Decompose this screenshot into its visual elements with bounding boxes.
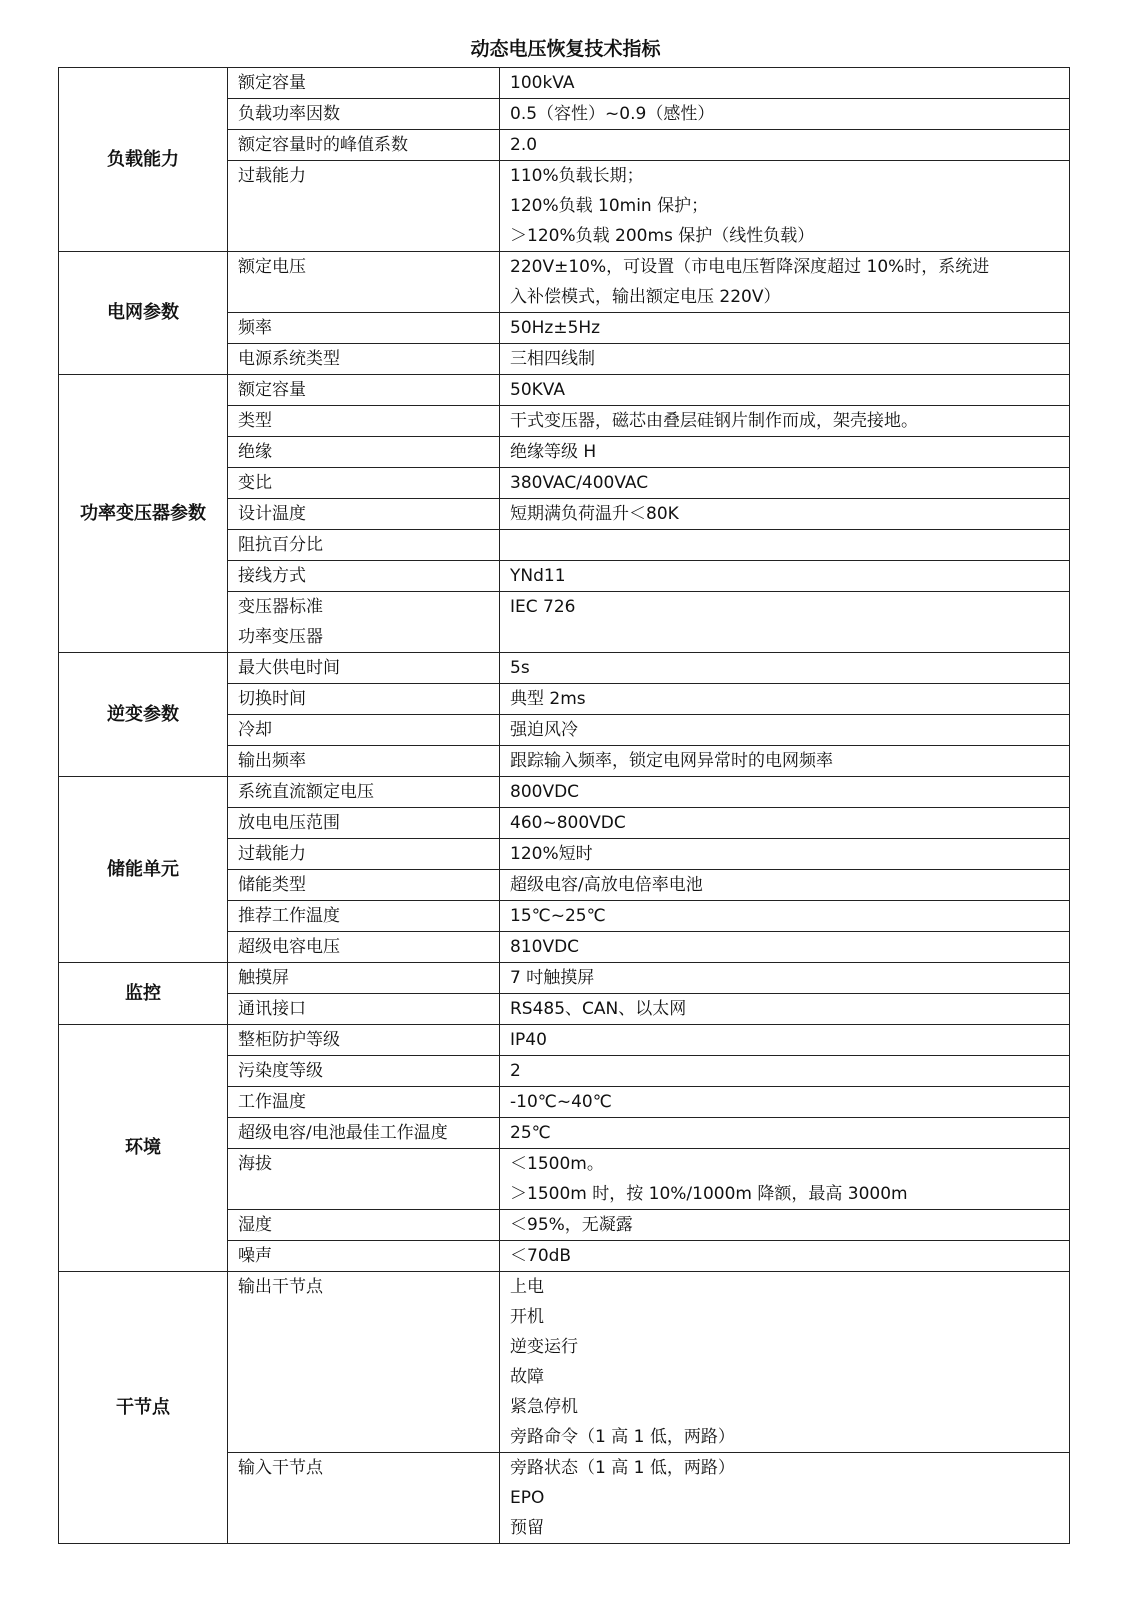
- parameter-label: 冷却: [238, 720, 272, 740]
- parameter-label: 接线方式: [238, 566, 306, 586]
- parameter-cell: [228, 468, 500, 499]
- table-row: [59, 653, 1070, 684]
- parameter-cell: [228, 161, 500, 252]
- value-cell: [500, 1210, 1070, 1241]
- value-cell: [500, 901, 1070, 932]
- parameter-cell: [228, 1087, 500, 1118]
- parameter-label: 输出频率: [238, 751, 306, 771]
- value-text: 强迫风冷: [510, 720, 578, 740]
- parameter-label: 频率: [238, 318, 272, 338]
- parameter-cell: [228, 437, 500, 468]
- value-cell: [500, 437, 1070, 468]
- parameter-label: 额定电压: [238, 257, 306, 277]
- parameter-cell: [228, 746, 500, 777]
- value-cell: [500, 1272, 1070, 1453]
- parameter-cell: [228, 99, 500, 130]
- value-cell: [500, 994, 1070, 1025]
- parameter-label: 变比: [238, 473, 272, 493]
- parameter-label: 绝缘: [238, 442, 272, 462]
- value-text: 25℃: [510, 1123, 551, 1143]
- value-cell: [500, 1118, 1070, 1149]
- value-cell: [500, 1149, 1070, 1210]
- parameter-label: 噪声: [238, 1246, 272, 1266]
- parameter-cell: [228, 1056, 500, 1087]
- parameter-cell: [228, 530, 500, 561]
- parameter-cell: [228, 592, 500, 653]
- value-text: 上电: [510, 1277, 544, 1297]
- parameter-cell: [228, 839, 500, 870]
- value-text: 15℃~25℃: [510, 906, 606, 926]
- parameter-label: 电源系统类型: [238, 349, 340, 369]
- parameter-label: 输入干节点: [238, 1458, 323, 1478]
- parameter-cell: [228, 130, 500, 161]
- parameter-cell: [228, 1149, 500, 1210]
- parameter-cell: [228, 499, 500, 530]
- value-text: 干式变压器，磁芯由叠层硅钢片制作而成，架壳接地。: [510, 411, 918, 431]
- parameter-label: 整柜防护等级: [238, 1030, 340, 1050]
- parameter-label: 超级电容电压: [238, 937, 340, 957]
- table-row: [59, 963, 1070, 994]
- parameter-label: 额定容量时的峰值系数: [238, 135, 408, 155]
- value-text: 800VDC: [510, 782, 580, 802]
- parameter-label: 污染度等级: [238, 1061, 323, 1081]
- parameter-cell: [228, 653, 500, 684]
- parameter-label: 切换时间: [238, 689, 306, 709]
- category-cell: 储能单元: [59, 777, 228, 963]
- value-text: ＜95%，无凝露: [510, 1215, 633, 1235]
- value-text: 380VAC/400VAC: [510, 473, 649, 493]
- value-text: ＞1500m 时，按 10%/1000m 降额，最高 3000m: [510, 1184, 908, 1204]
- parameter-label: 负载功率因数: [238, 104, 340, 124]
- value-cell: [500, 684, 1070, 715]
- value-cell: [500, 1025, 1070, 1056]
- value-cell: [500, 252, 1070, 313]
- parameter-label: 最大供电时间: [238, 658, 340, 678]
- parameter-cell: [228, 870, 500, 901]
- value-text: 460~800VDC: [510, 813, 626, 833]
- value-text: 5s: [510, 658, 530, 678]
- value-text: 810VDC: [510, 937, 580, 957]
- parameter-label: 输出干节点: [238, 1277, 323, 1297]
- parameter-label: 储能类型: [238, 875, 306, 895]
- value-text: 开机: [510, 1307, 544, 1327]
- value-cell: [500, 746, 1070, 777]
- category-cell: 干节点: [59, 1272, 228, 1544]
- parameter-cell: [228, 963, 500, 994]
- value-text: 三相四线制: [510, 349, 595, 369]
- parameter-cell: [228, 68, 500, 99]
- parameter-label: 通讯接口: [238, 999, 306, 1019]
- parameter-label: 类型: [238, 411, 272, 431]
- value-text: ＜1500m。: [510, 1154, 604, 1174]
- value-text: 100kVA: [510, 73, 575, 93]
- parameter-cell: [228, 1241, 500, 1272]
- table-row: [59, 1025, 1070, 1056]
- value-text: 故障: [510, 1367, 544, 1387]
- value-text: ＞120%负载 200ms 保护（线性负载）: [510, 226, 815, 246]
- value-cell: [500, 839, 1070, 870]
- value-cell: [500, 715, 1070, 746]
- parameter-label: 系统直流额定电压: [238, 782, 374, 802]
- value-cell: [500, 406, 1070, 437]
- parameter-label: 功率变压器: [238, 627, 323, 647]
- value-text: 120%短时: [510, 844, 593, 864]
- parameter-label: 变压器标准: [238, 597, 323, 617]
- value-cell: [500, 68, 1070, 99]
- spec-table: [58, 67, 1070, 1544]
- value-text: YNd11: [510, 566, 566, 586]
- parameter-label: 过载能力: [238, 166, 306, 186]
- value-text: 220V±10%，可设置（市电电压暂降深度超过 10%时，系统进: [510, 257, 990, 277]
- value-cell: [500, 870, 1070, 901]
- parameter-label: 设计温度: [238, 504, 306, 524]
- parameter-cell: [228, 994, 500, 1025]
- value-text: 典型 2ms: [510, 689, 586, 709]
- value-text: 7 吋触摸屏: [510, 968, 595, 988]
- value-cell: [500, 375, 1070, 406]
- value-text: 跟踪输入频率，锁定电网异常时的电网频率: [510, 751, 833, 771]
- value-text: 110%负载长期；: [510, 166, 644, 186]
- parameter-cell: [228, 375, 500, 406]
- spec-table-body: [59, 68, 1070, 1544]
- value-cell: [500, 468, 1070, 499]
- value-text: IEC 726: [510, 597, 576, 617]
- value-cell: [500, 313, 1070, 344]
- value-cell: [500, 561, 1070, 592]
- category-cell: 负载能力: [59, 68, 228, 252]
- value-cell: [500, 653, 1070, 684]
- value-cell: [500, 1453, 1070, 1544]
- parameter-cell: [228, 252, 500, 313]
- value-text: 紧急停机: [510, 1397, 578, 1417]
- parameter-label: 推荐工作温度: [238, 906, 340, 926]
- parameter-cell: [228, 561, 500, 592]
- parameter-cell: [228, 406, 500, 437]
- value-text: 绝缘等级 H: [510, 442, 597, 462]
- table-row: [59, 777, 1070, 808]
- parameter-label: 湿度: [238, 1215, 272, 1235]
- parameter-label: 额定容量: [238, 380, 306, 400]
- parameter-cell: [228, 808, 500, 839]
- table-row: [59, 1272, 1070, 1453]
- parameter-cell: [228, 777, 500, 808]
- category-cell: 环境: [59, 1025, 228, 1272]
- parameter-cell: [228, 1453, 500, 1544]
- page-title: 动态电压恢复技术指标: [470, 38, 661, 60]
- value-cell: [500, 161, 1070, 252]
- value-text: -10℃~40℃: [510, 1092, 612, 1112]
- value-cell: [500, 932, 1070, 963]
- parameter-cell: [228, 344, 500, 375]
- parameter-cell: [228, 1272, 500, 1453]
- table-row: [59, 68, 1070, 99]
- value-cell: [500, 1056, 1070, 1087]
- parameter-cell: [228, 715, 500, 746]
- value-text: 旁路状态（1 高 1 低，两路）: [510, 1458, 735, 1478]
- parameter-cell: [228, 901, 500, 932]
- category-cell: 监控: [59, 963, 228, 1025]
- parameter-label: 触摸屏: [238, 968, 289, 988]
- parameter-label: 海拔: [238, 1154, 272, 1174]
- value-cell: [500, 1087, 1070, 1118]
- value-cell: [500, 344, 1070, 375]
- category-cell: 电网参数: [59, 252, 228, 375]
- value-text: IP40: [510, 1030, 547, 1050]
- value-text: 0.5（容性）~0.9（感性）: [510, 104, 715, 124]
- parameter-cell: [228, 1118, 500, 1149]
- value-text: 逆变运行: [510, 1337, 578, 1357]
- value-text: 短期满负荷温升＜80K: [510, 504, 679, 524]
- value-text: 50Hz±5Hz: [510, 318, 601, 338]
- value-cell: [500, 592, 1070, 653]
- table-row: [59, 252, 1070, 313]
- value-text: 预留: [510, 1518, 544, 1538]
- parameter-label: 放电电压范围: [238, 813, 340, 833]
- value-cell: [500, 99, 1070, 130]
- parameter-cell: [228, 1025, 500, 1056]
- parameter-cell: [228, 684, 500, 715]
- parameter-label: 过载能力: [238, 844, 306, 864]
- category-cell: 逆变参数: [59, 653, 228, 777]
- parameter-cell: [228, 313, 500, 344]
- value-text: 2: [510, 1061, 521, 1081]
- value-text: RS485、CAN、以太网: [510, 999, 687, 1019]
- value-cell: [500, 808, 1070, 839]
- value-text: 超级电容/高放电倍率电池: [510, 875, 703, 895]
- value-text: 120%负载 10min 保护；: [510, 196, 709, 216]
- value-text: ＜70dB: [510, 1246, 572, 1266]
- parameter-label: 超级电容/电池最佳工作温度: [238, 1123, 448, 1143]
- parameter-cell: [228, 1210, 500, 1241]
- parameter-label: 额定容量: [238, 73, 306, 93]
- value-text: [510, 530, 1059, 560]
- value-text: 2.0: [510, 135, 538, 155]
- table-row: [59, 375, 1070, 406]
- value-text: 旁路命令（1 高 1 低，两路）: [510, 1427, 735, 1447]
- value-cell: [500, 530, 1070, 561]
- parameter-label: 阻抗百分比: [238, 535, 323, 555]
- parameter-cell: [228, 932, 500, 963]
- value-cell: [500, 130, 1070, 161]
- value-text: 入补偿模式，输出额定电压 220V）: [510, 287, 781, 307]
- value-cell: [500, 963, 1070, 994]
- value-text: EPO: [510, 1488, 545, 1508]
- value-cell: [500, 499, 1070, 530]
- value-cell: [500, 777, 1070, 808]
- value-text: 50KVA: [510, 380, 565, 400]
- category-cell: 功率变压器参数: [59, 375, 228, 653]
- parameter-label: 工作温度: [238, 1092, 306, 1112]
- value-cell: [500, 1241, 1070, 1272]
